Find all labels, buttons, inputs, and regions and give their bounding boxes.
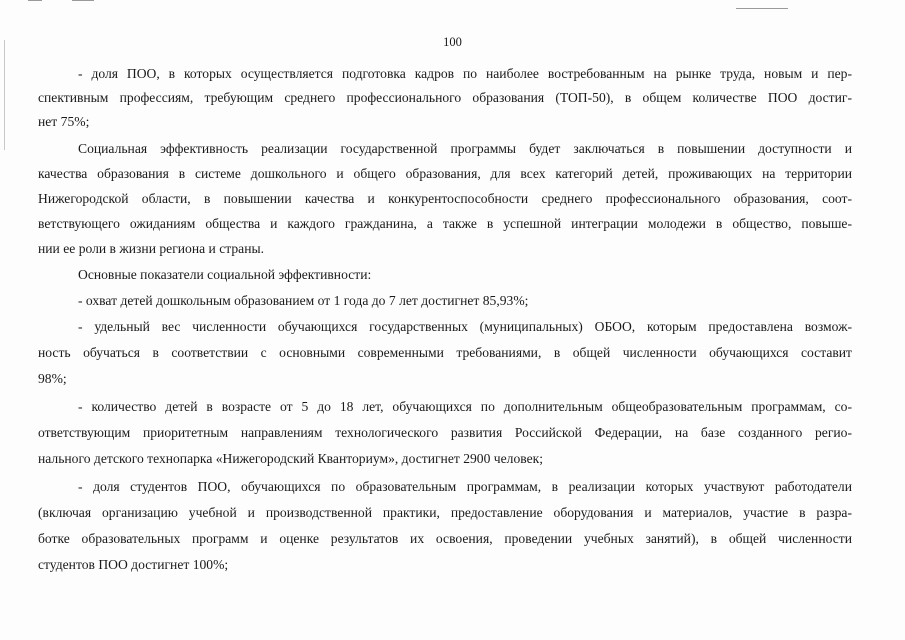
text-line: Основные показатели социальной эффективности: — [78, 267, 372, 282]
text-line: - удельный вес численности обучающихся государственных (муниципальных) ОБОО, которым предоставлена возмож- — [78, 319, 852, 334]
text-line: Нижегородской области, в повышении качества и конкурентоспособности среднего профессионального образования, соот- — [38, 191, 852, 206]
page-number: 100 — [443, 35, 462, 49]
scan-mark-left-edge — [4, 40, 5, 150]
text-line: - количество детей в возрасте от 5 до 18 лет, обучающихся по дополнительным общеобразовательным программам, со- — [78, 399, 852, 414]
text-line: ответствующим приоритетным направлениям технологического развития Российской Федерации, на базе созданного регио- — [38, 425, 852, 440]
text-line: ность обучаться в соответствии с основными современными требованиями, в общей численности обучающихся составит — [38, 345, 852, 360]
text-line: нет 75%; — [38, 114, 90, 129]
text-line: ветствующего ожиданиям общества и каждого гражданина, а также в успешной интеграции молодежи в общество, повыше- — [38, 216, 852, 231]
scan-mark-top-left — [28, 0, 42, 1]
scan-mark-top-left-2 — [72, 0, 94, 1]
text-line: нального детского технопарка «Нижегородский Кванториум», достигнет 2900 человек; — [38, 451, 543, 466]
text-line: студентов ПОО достигнет 100%; — [38, 557, 229, 572]
text-line: - охват детей дошкольным образованием от 1 года до 7 лет достигнет 85,93%; — [78, 293, 529, 308]
text-line: нии ее роли в жизни региона и страны. — [38, 241, 264, 256]
text-line: Социальная эффективность реализации государственной программы будет заключаться в повышении доступности и — [78, 141, 852, 156]
text-line: - доля ПОО, в которых осуществляется подготовка кадров по наиболее востребованным на рынке труда, новым и пер- — [78, 66, 852, 81]
text-line: - доля студентов ПОО, обучающихся по образовательным программам, в реализации которых участвуют работодатели — [78, 479, 852, 494]
text-line: 98%; — [38, 371, 67, 386]
text-line: ботке образовательных программ и оценке результатов их освоения, проведении учебных занятий), в общей численности — [38, 531, 852, 546]
text-line: спективным профессиям, требующим среднего профессионального образования (ТОП-50), в общем количестве ПОО достиг- — [38, 90, 852, 105]
text-line: качества образования в системе дошкольного и общего образования, для всех категорий детей, проживающих на территории — [38, 166, 852, 181]
scan-mark-top-right — [736, 8, 788, 9]
text-line: (включая организацию учебной и производственной практики, предоставление оборудования и материалов, участие в разра- — [38, 505, 852, 520]
